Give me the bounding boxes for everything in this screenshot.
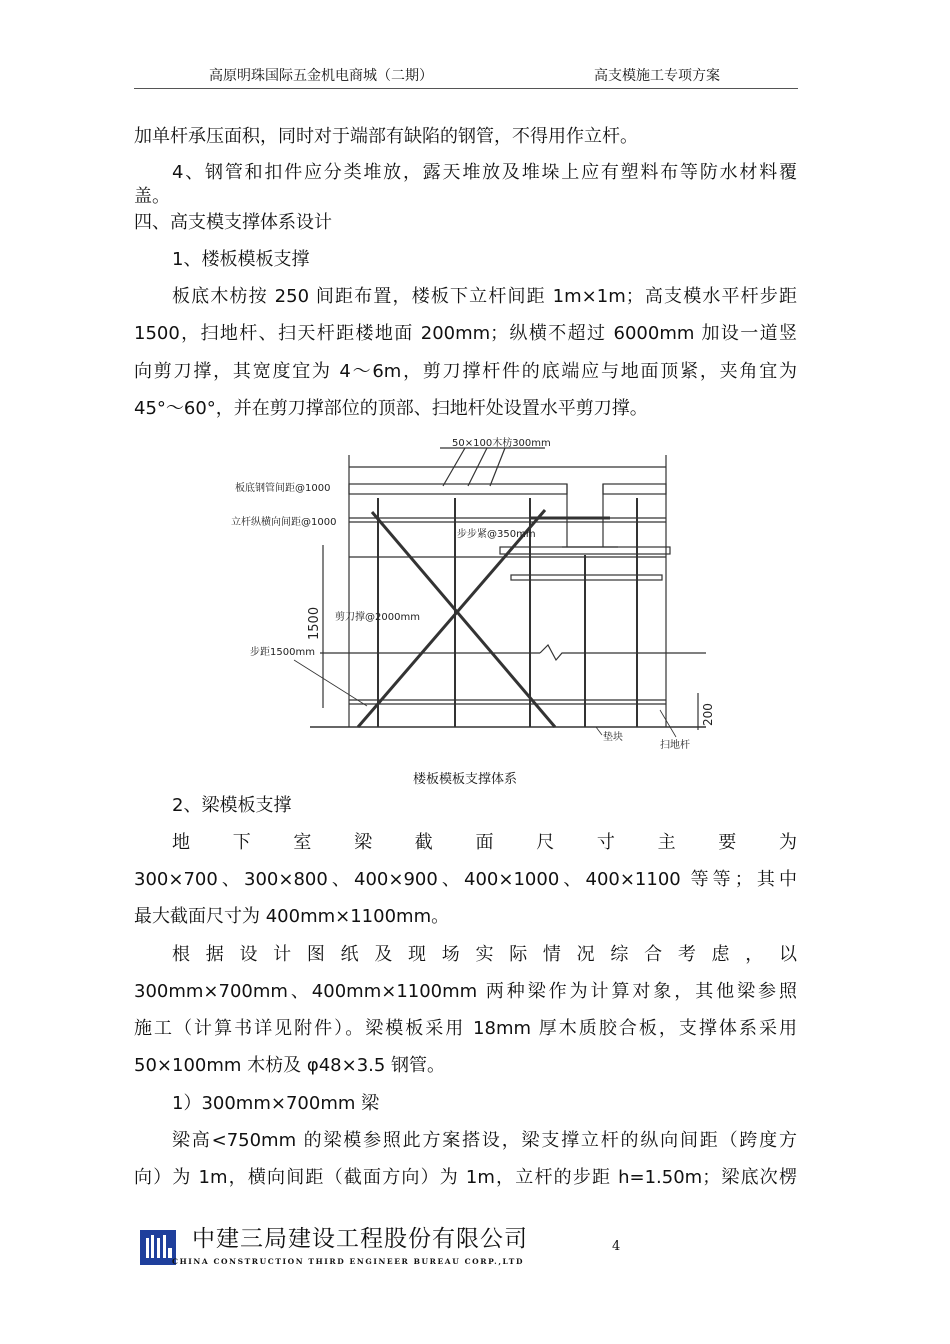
company-logo <box>140 1230 176 1265</box>
label-steel-pipe: 板底钢管间距@1000 <box>235 483 331 494</box>
paragraph-line: 加单杆承压面积，同时对于端部有缺陷的钢管，不得用作立杆。 <box>134 126 638 147</box>
paragraph-line: 1500，扫地杆、扫天杆距楼地面 200mm；纵横不超过 6000mm 加设一道竖 <box>134 323 797 344</box>
paragraph-line: 300×700、300×800、400×900、400×1000、400×1100 等等；其中 <box>134 869 797 890</box>
figure-caption: 楼板模板支撑体系 <box>412 772 517 787</box>
label-dim-200: 200 <box>701 703 715 726</box>
label-pole: 立杆纵横向间距@1000 <box>231 517 337 528</box>
label-dim-1500: 1500 <box>307 606 322 640</box>
paragraph-line: 盖。 <box>134 186 170 207</box>
label-brace: 剪刀撑@2000mm <box>335 612 420 623</box>
subsection-heading: 2、梁模板支撑 <box>172 795 292 816</box>
header-project: 高原明珠国际五金机电商城（二期） <box>209 68 433 84</box>
paragraph-line: 施工（计算书详见附件）。梁模板采用 18mm 厚木质胶合板，支撑体系采用 <box>134 1018 797 1039</box>
paragraph-line: 梁高<750mm 的梁模参照此方案搭设，梁支撑立杆的纵向间距（跨度方 <box>172 1130 797 1151</box>
label-timber: 50×100木枋300mm <box>452 438 551 449</box>
paragraph-line: 板底木枋按 250 间距布置，楼板下立杆间距 1m×1m；高支模水平杆步距 <box>172 286 797 307</box>
footer-company-en: CHINA CONSTRUCTION THIRD ENGINEER BUREAU CORP.,LTD <box>172 1257 525 1266</box>
footer-company-cn: 中建三局建设工程股份有限公司 <box>192 1226 528 1252</box>
paragraph-line: 地 下 室 梁 截 面 尺 寸 主 要 为 <box>172 832 797 853</box>
label-pad: 垫块 <box>603 732 623 743</box>
paragraph-line: 向）为 1m，横向间距（截面方向）为 1m，立杆的步距 h=1.50m；梁底次楞 <box>134 1167 797 1188</box>
paragraph-line: 最大截面尺寸为 400mm×1100mm。 <box>134 906 450 927</box>
subsection-heading: 1）300mm×700mm 梁 <box>172 1093 380 1114</box>
subsection-heading: 1、楼板模板支撑 <box>172 249 310 270</box>
page-number: 4 <box>612 1239 621 1254</box>
paragraph-line: 向剪刀撑，其宽度宜为 4～6m，剪刀撑杆件的底端应与地面顶紧，夹角宜为 <box>134 361 797 382</box>
label-clamp: 步步紧@350mm <box>457 529 536 540</box>
section-heading: 四、高支模支撑体系设计 <box>134 212 332 233</box>
paragraph-line: 50×100mm 木枋及 φ48×3.5 钢管。 <box>134 1055 446 1076</box>
label-step: 步距1500mm <box>250 647 315 658</box>
paragraph-line: 4、钢管和扣件应分类堆放，露天堆放及堆垛上应有塑料布等防水材料覆 <box>172 162 797 183</box>
paragraph-line: 根 据 设 计 图 纸 及 现 场 实 际 情 况 综 合 考 虑 ， 以 <box>172 944 797 965</box>
paragraph-line: 300mm×700mm、400mm×1100mm 两种梁作为计算对象，其他梁参照 <box>134 981 797 1002</box>
label-sweep: 扫地杆 <box>660 740 690 751</box>
header-title: 高支模施工专项方案 <box>594 68 720 84</box>
paragraph-line: 45°～60°，并在剪刀撑部位的顶部、扫地杆处设置水平剪刀撑。 <box>134 398 648 419</box>
